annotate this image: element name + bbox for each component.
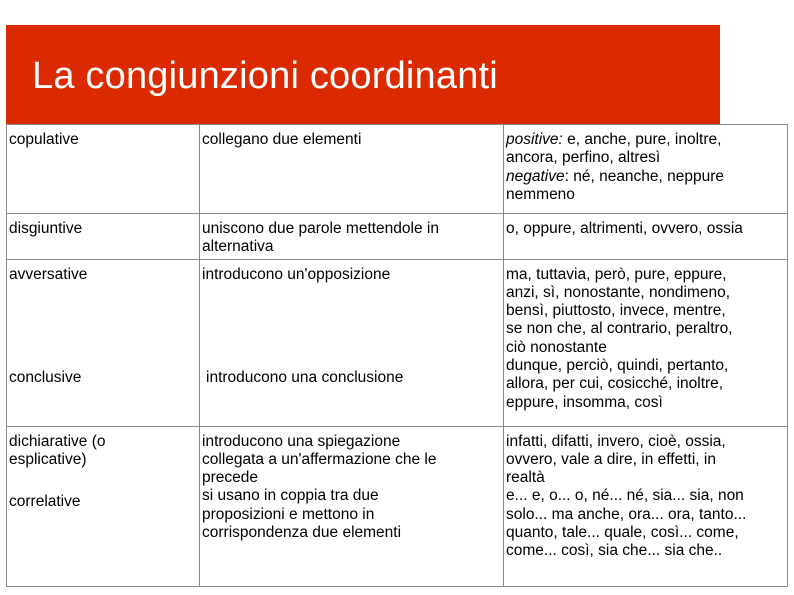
examples-line: infatti, difatti, invero, cioè, ossia,: [506, 432, 726, 450]
type-cell: [7, 214, 200, 260]
type-label: disgiuntive: [9, 220, 83, 237]
definition-line: precede: [202, 469, 259, 487]
examples-cell: [504, 259, 788, 426]
definition-line: collegata a un'affermazione che le: [202, 450, 437, 468]
negative-label: negative: [506, 167, 565, 185]
table-row: [7, 259, 788, 426]
table-row: [7, 214, 788, 260]
page-title: La congiunzioni coordinanti: [32, 55, 498, 97]
examples-line: dunque, perciò, quindi, pertanto,: [506, 357, 729, 375]
definition-line: introducono una spiegazione: [202, 432, 401, 450]
definition-line: uniscono due parole mettendole in: [202, 220, 439, 237]
negative-examples: : né, neanche, neppure: [564, 167, 725, 185]
definition-cell: [200, 426, 504, 586]
examples-line: ancora, perfino, altresì: [506, 149, 661, 167]
table-row: [7, 125, 788, 214]
examples-line: ciò nonostante: [506, 338, 607, 356]
examples-cell: [504, 125, 788, 214]
conjunctions-table: [6, 124, 788, 587]
examples-line: anzi, sì, nonostante, nondimeno,: [506, 283, 731, 301]
type-label: esplicative): [9, 450, 87, 468]
definition-line: si usano in coppia tra due: [202, 487, 379, 505]
type-label: correlative: [9, 493, 81, 511]
type-label: dichiarative (o: [9, 432, 106, 450]
examples-line: realtà: [506, 469, 545, 487]
positive-label: positive:: [506, 131, 563, 148]
definition-line: introducono un'opposizione: [202, 265, 391, 283]
examples-line: o, oppure, altrimenti, ovvero, ossia: [506, 220, 743, 237]
examples-line: se non che, al contrario, peraltro,: [506, 320, 733, 338]
examples-line: nemmeno: [506, 185, 575, 203]
definition-line: proposizioni e mettono in: [202, 505, 375, 523]
definition-cell: [200, 125, 504, 214]
examples-cell: [504, 426, 788, 586]
examples-line: [506, 168, 787, 186]
title-banner: [6, 25, 720, 124]
type-label: copulative: [9, 131, 79, 148]
type-label: avversative: [9, 265, 88, 283]
definition-cell: [200, 259, 504, 426]
type-cell: [7, 259, 200, 426]
type-label: conclusive: [9, 368, 82, 386]
positive-examples: e, anche, pure, inoltre,: [562, 131, 722, 148]
examples-line: bensì, piuttosto, invece, mentre,: [506, 302, 726, 320]
definition-cell: [200, 214, 504, 260]
examples-line: ovvero, vale a dire, in effetti, in: [506, 450, 716, 468]
examples-line: quanto, tale... quale, così... come,: [506, 524, 739, 542]
type-cell: [7, 125, 200, 214]
examples-line: allora, per cui, cosicché, inoltre,: [506, 375, 724, 393]
type-cell: [7, 426, 200, 586]
definition-line: corrispondenza due elementi: [202, 524, 402, 542]
definition-line: introducono una conclusione: [206, 368, 404, 386]
table-row: [7, 426, 788, 586]
examples-line: eppure, insomma, così: [506, 393, 663, 411]
examples-cell: [504, 214, 788, 260]
examples-line: ma, tuttavia, però, pure, eppure,: [506, 265, 727, 283]
definition-line: collegano due elementi: [202, 131, 362, 148]
examples-line: [506, 131, 787, 149]
examples-line: come... così, sia che... sia che..: [506, 542, 723, 560]
examples-line: e... e, o... o, né... né, sia... sia, non: [506, 487, 744, 505]
definition-line: alternativa: [202, 238, 274, 256]
examples-line: solo... ma anche, ora... ora, tanto...: [506, 505, 747, 523]
